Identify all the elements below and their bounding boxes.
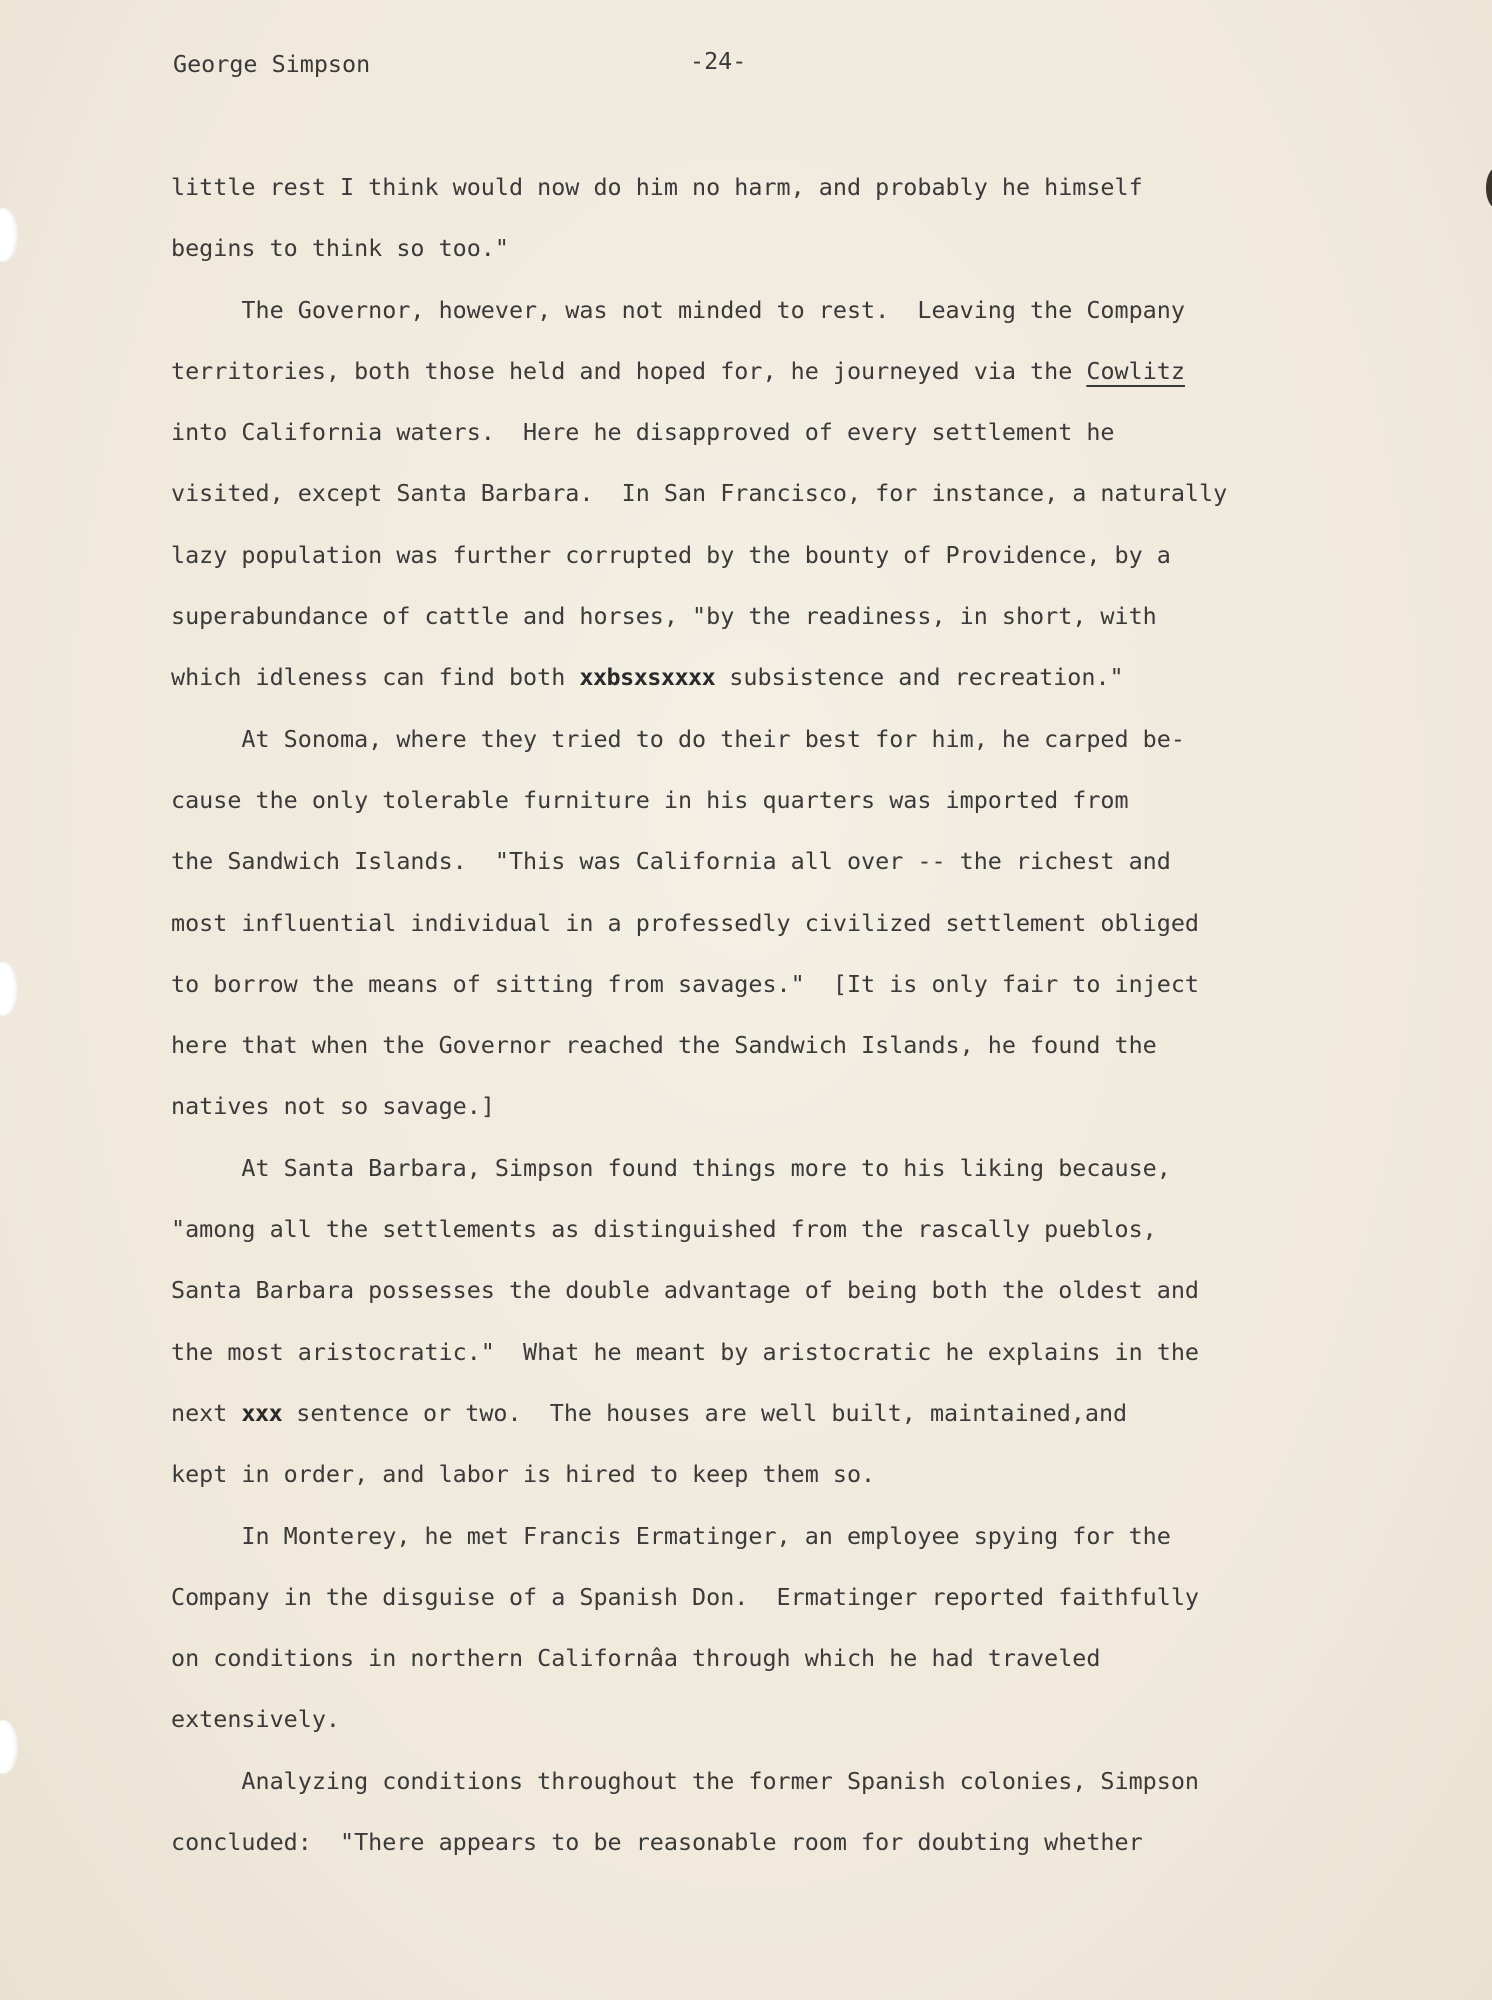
text-line: Analyzing conditions throughout the former Spanish colonies, Simpson (171, 1766, 1200, 1795)
text-line: At Sonoma, where they tried to do their best for him, he carped be- (171, 724, 1185, 753)
text-line: natives not so savage.] (171, 1092, 495, 1121)
underlined-word: Cowlitz (1086, 356, 1185, 385)
text-line: begins to think so too." (171, 234, 509, 263)
text-line: here that when the Governor reached the Sandwich Islands, he found the (171, 1031, 1157, 1060)
text-line: lazy population was further corrupted by the bounty of Providence, by a (171, 540, 1171, 569)
text-line-part: sentence or two. The houses are well built, maintained,and (282, 1398, 1128, 1427)
text-line: concluded: "There appears to be reasonable room for doubting whether (171, 1828, 1143, 1857)
running-header-author: George Simpson (173, 50, 371, 78)
text-line: visited, except Santa Barbara. In San Francisco, for instance, a naturally (171, 479, 1228, 508)
strikeout-overtype: xxx (241, 1398, 283, 1427)
text-line: "among all the settlements as distinguished from the rascally pueblos, (171, 1215, 1157, 1244)
text-line-part: next (171, 1398, 242, 1427)
text-line: At Santa Barbara, Simpson found things more to his liking because, (171, 1153, 1171, 1182)
punch-hole-top (0, 208, 18, 262)
text-line: the Sandwich Islands. "This was California all over -- the richest and (171, 847, 1171, 876)
text-line (171, 1398, 1227, 1459)
text-line: Company in the disguise of a Spanish Don. Ermatinger reported faithfully (171, 1582, 1200, 1611)
text-line: In Monterey, he met Francis Ermatinger, an employee spying for the (171, 1521, 1171, 1550)
text-line-part: subsistence and recreation." (715, 663, 1124, 692)
punch-hole-bottom (0, 1720, 18, 1774)
text-line: the most aristocratic." What he meant by aristocratic he explains in the (171, 1337, 1200, 1366)
page-edge-mark (1486, 168, 1492, 208)
text-line: into California waters. Here he disapproved of every settlement he (171, 418, 1115, 447)
text-line: superabundance of cattle and horses, "by the readiness, in short, with (171, 602, 1157, 631)
text-line: cause the only tolerable furniture in his quarters was imported from (171, 785, 1129, 814)
text-line: on conditions in northern Californâa through which he had traveled (171, 1644, 1101, 1673)
punch-hole-middle (0, 962, 18, 1016)
body-text (171, 172, 1227, 1888)
text-line: Santa Barbara possesses the double advantage of being both the oldest and (171, 1276, 1200, 1305)
text-line: little rest I think would now do him no harm, and probably he himself (171, 173, 1143, 201)
text-line-part: which idleness can find both (171, 663, 580, 692)
text-line: The Governor, however, was not minded to rest. Leaving the Company (171, 295, 1185, 324)
strikeout-overtype: xxbsxsxxxx (579, 663, 716, 692)
text-line: extensively. (171, 1705, 340, 1734)
text-line-part: territories, both those held and hoped for, he journeyed via the (171, 356, 1087, 385)
text-line: to borrow the means of sitting from savages." [It is only fair to inject (171, 969, 1200, 998)
text-line: kept in order, and labor is hired to keep them so. (171, 1460, 876, 1489)
text-line (171, 662, 1227, 723)
page-number: -24- (690, 47, 747, 75)
text-line (171, 356, 1227, 417)
text-line: most influential individual in a professedly civilized settlement obliged (171, 908, 1200, 937)
